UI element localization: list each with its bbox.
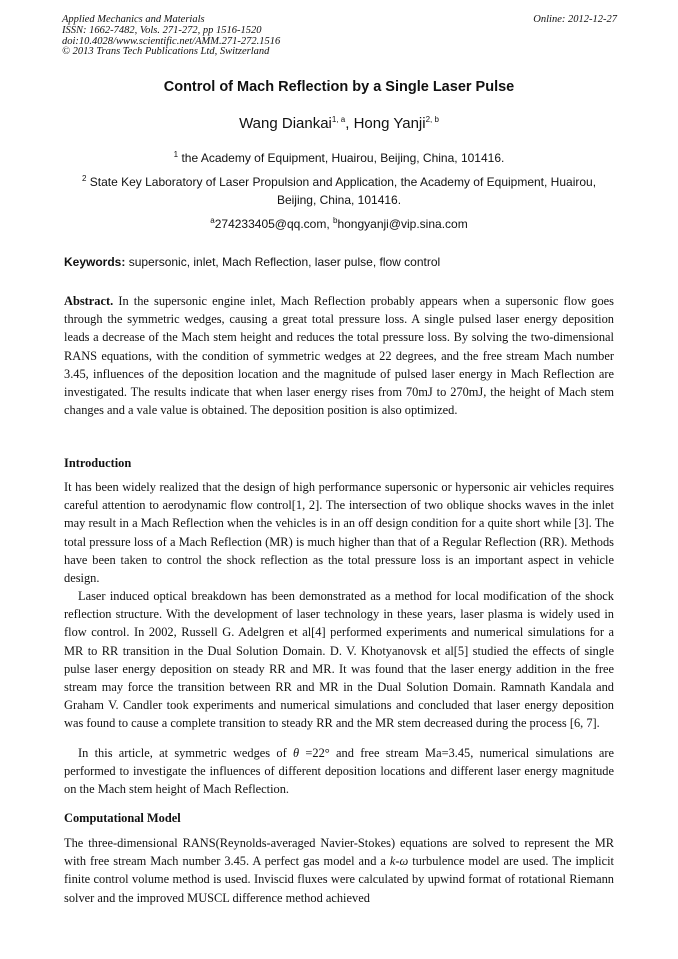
online-date: Online: 2012-12-27 [533, 14, 617, 25]
theta-symbol: θ [293, 746, 300, 760]
affiliation-2-line-2: Beijing, China, 101416. [276, 193, 402, 207]
computational-model-heading: Computational Model [64, 811, 181, 825]
affiliation-2-line-1: State Key Laboratory of Laser Propulsion and Application, the Academy of Equipment, Huairou, [86, 175, 597, 189]
intro-p3-end: =22° and free stream Ma=3.45, numerical simulations are performed to investigate the influences of different deposition locations and different laser energy magnitude on the Mach stem height of Mach Reflection. [64, 746, 614, 797]
keywords-line [64, 255, 440, 269]
abstract-label: Abstract. [64, 294, 114, 308]
affiliation-2 [62, 173, 616, 209]
k-omega-symbol: k-ω [389, 854, 409, 869]
intro-p3-start: In this article, at symmetric wedges of [78, 746, 294, 760]
introduction-paragraph-2: Laser induced optical breakdown has been demonstrated as a method for local modification of the shock reflection structure. With the development of laser technology in these years, laser plasma is widely used in flow control. In 2002, Russell G. Adelgren et al[4] performed experiments and numerical simulations for a MR to RR transition in the Dual Solution Domain. D. V. Khotyanovsk et al[5] studied the effects of single pulse laser energy deposition on steady RR and MR. It was found that the laser energy addition in the free stream may force the transition between RR and MR in the Dual Solution Domain. Ramnath Kandala and Graham V. Candler took experiments and numerical simulations and concluded that laser energy deposition was found to cause a complete transition to steady RR and the MR stem decreased during the process [6, 7]. [64, 589, 614, 731]
introduction-paragraph-3 [64, 744, 614, 799]
computational-model-paragraph-1 [64, 834, 614, 907]
affiliation-1 [62, 149, 616, 167]
paper-title: Control of Mach Reflection by a Single Laser Pulse [163, 79, 515, 95]
email-b: hongyanji@vip.sina.com [337, 217, 468, 231]
author-line [0, 115, 678, 132]
author-1: Wang Diankai [239, 115, 332, 132]
abstract-paragraph [64, 292, 614, 419]
page-header [62, 15, 617, 58]
author-2: Hong Yanji [353, 115, 426, 132]
email-a: 274233405@qq.com, [214, 217, 333, 231]
doi-line: doi:10.4028/www.scientific.net/AMM.271-272.1516 [62, 35, 281, 47]
email-a-sup: a [210, 216, 215, 225]
author-2-sup: 2, b [425, 115, 439, 124]
affiliation-2-sup: 2 [81, 174, 87, 183]
journal-name: Applied Mechanics and Materials [62, 14, 205, 25]
introduction-paragraph-1: It has been widely realized that the design of high performance supersonic or hypersonic air vehicles requires careful attention to aerodynamic flow control[1, 2]. The intersection of two oblique shocks waves in the inlet may result in a Mach Reflection when the vehicles is in an off design condition for a quite short while [3]. The total pressure loss of a Mach Reflection (MR) is much higher than that of a Regular Reflection (RR). Methods have been taken to control the shock reflection as the total pressure loss is an important aspect in vehicle design. [64, 480, 614, 586]
email-line [62, 215, 616, 233]
keywords-label: Keywords: [64, 255, 126, 269]
comp-p1-start: The three-dimensional RANS(Reynolds-averaged Navier-Stokes) equations are solved to represent the MR with free stream Mach number 3.45. A perfect gas model and a [64, 836, 614, 869]
author-1-sup: 1, a [331, 115, 346, 124]
abstract-text: In the supersonic engine inlet, Mach Reflection probably appears when a supersonic flow goes through the symmetric wedges, causing a great total pressure loss. A single pulsed laser energy deposition leads a decrease of the Mach stem height and reduces the total pressure loss. By solving the two-dimensional RANS equations, with the condition of symmetric wedges at 22 degrees, and the free stream Mach number 3.45, influences of the deposition location and the magnitude of pulsed laser energy in Mach Reflection are investigated. The results indicate that when laser energy rises from 70mJ to 270mJ, the height of Mach stem changes and a vale value is obtained. The deposition position is also optimized. [64, 294, 614, 418]
introduction-heading: Introduction [64, 456, 132, 470]
email-b-sup: b [333, 216, 338, 225]
comp-p1-end: turbulence model are used. The implicit finite control volume method is used. Inviscid fluxes were calculated by upwind format of rotational Riemann solver and the improved MUSCL difference method achieved [64, 854, 614, 905]
author-separator: , [345, 115, 354, 132]
keywords-text: supersonic, inlet, Mach Reflection, laser pulse, flow control [125, 255, 441, 269]
affiliation-1-text: the Academy of Equipment, Huairou, Beijing, China, 101416. [178, 151, 505, 165]
issn-line: ISSN: 1662-7482, Vols. 271-272, pp 1516-1520 [62, 24, 262, 36]
copyright-line: © 2013 Trans Tech Publications Ltd, Switzerland [62, 46, 270, 58]
affiliation-1-sup: 1 [173, 150, 179, 159]
